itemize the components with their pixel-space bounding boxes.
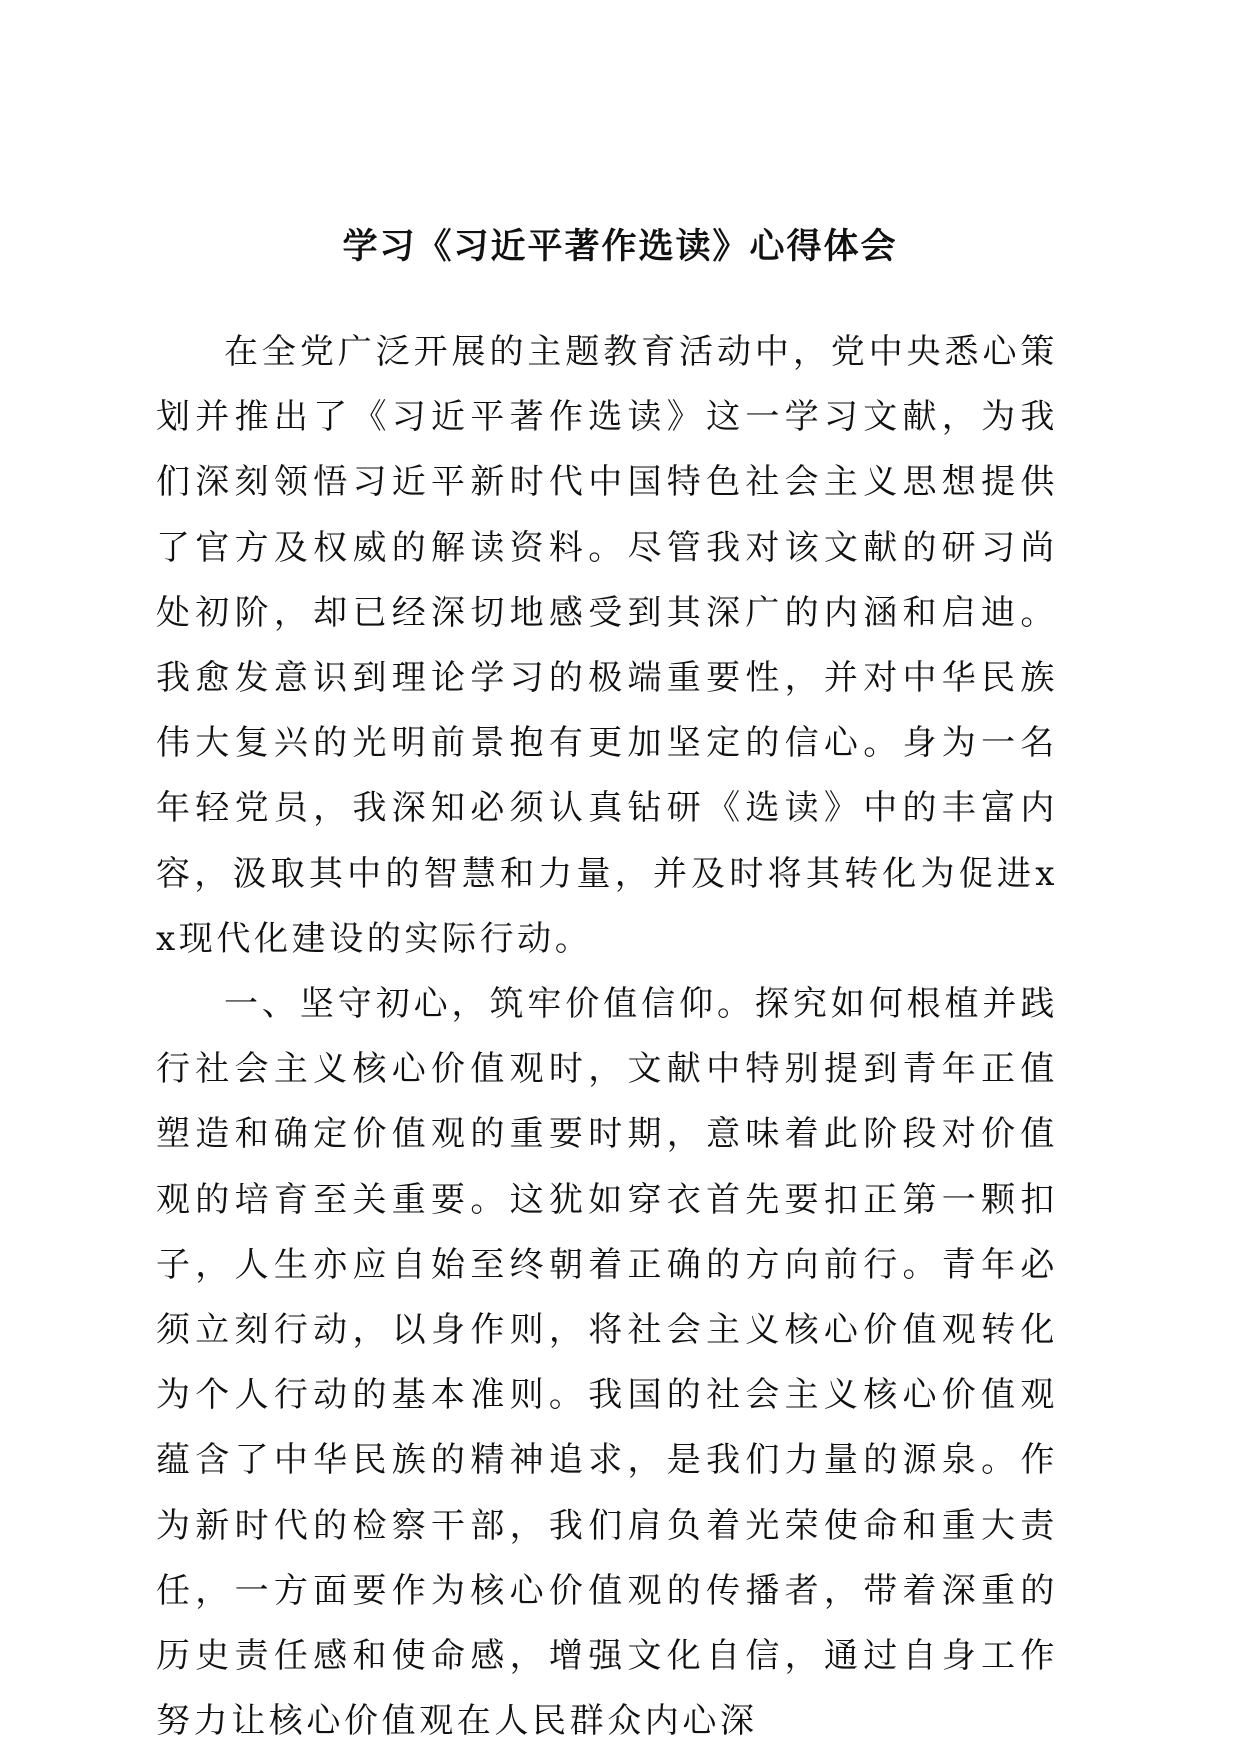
paragraph-section-one: 一、坚守初心，筑牢价值信仰。探究如何根植并践行社会主义核心价值观时，文献中特别提到青年正值塑造和确定价值观的重要时期，意味着此阶段对价值观的培育至关重要。这犹如穿衣首先要扣正第一颗扣子，人生亦应自始至终朝着正确的方向前行。青年必须立刻行动，以身作则，将社会主义核心价值观转化为个人行动的基本准则。我国的社会主义核心价值观蕴含了中华民族的精神追求，是我们力量的源泉。作为新时代的检察干部，我们肩负着光荣使命和重大责任，一方面要作为核心价值观的传播者，带着深重的历史责任感和使命感，增强文化自信，通过自身工作努力让核心价值观在人民群众内心深 — [156, 984, 1058, 1742]
document-body — [156, 320, 1058, 1754]
paragraph-intro: 在全党广泛开展的主题教育活动中，党中央悉心策划并推出了《习近平著作选读》这一学习文献，为我们深刻领悟习近平新时代中国特色社会主义思想提供了官方及权威的解读资料。尽管我对该文献的研习尚处初阶，却已经深切地感受到其深广的内涵和启迪。我愈发意识到理论学习的极端重要性，并对中华民族伟大复兴的光明前景抱有更加坚定的信心。身为一名年轻党员，我深知必须认真钻研《选读》中的丰富内容，汲取其中的智慧和力量，并及时将其转化为促进xx现代化建设的实际行动。 — [156, 332, 1058, 959]
document-title: 学习《习近平著作选读》心得体会 — [342, 227, 898, 267]
